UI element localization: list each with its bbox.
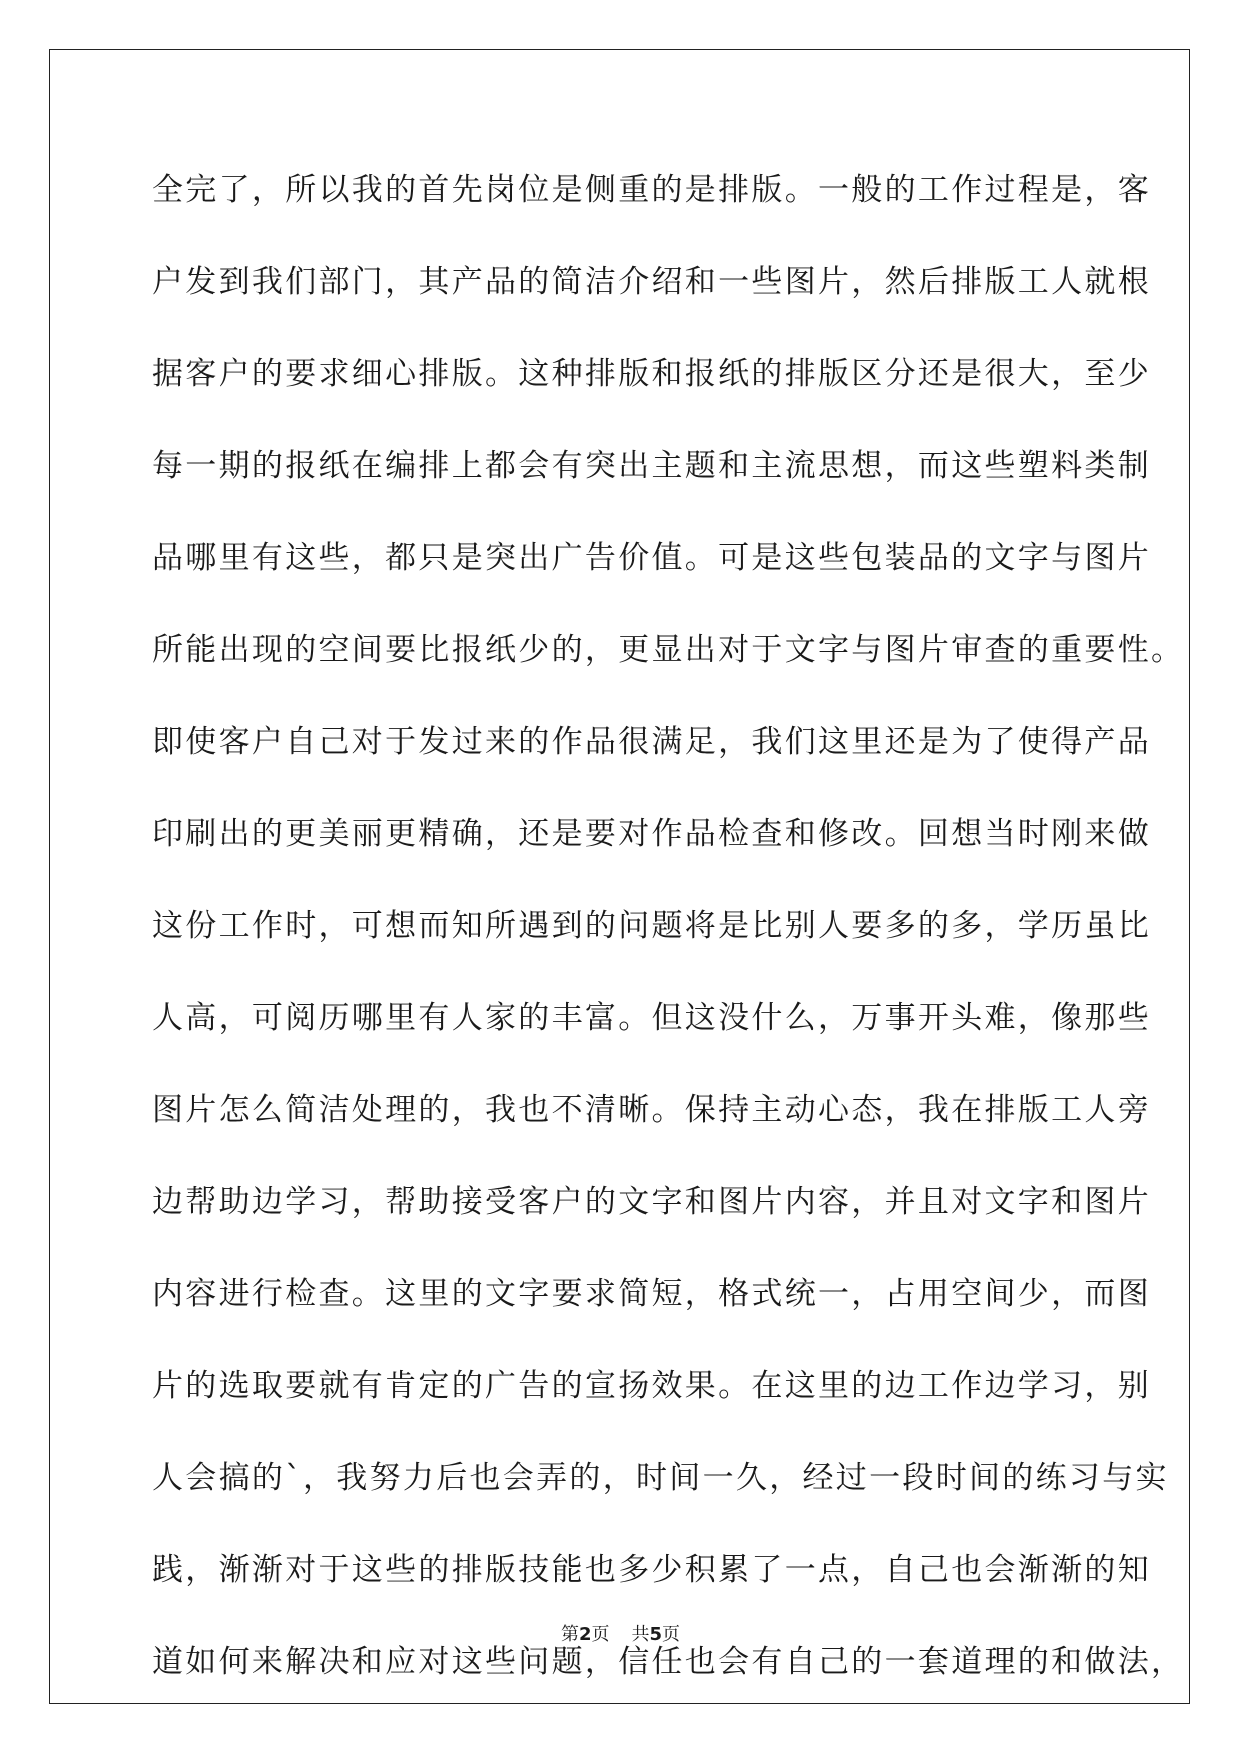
total-page-count: 5 xyxy=(649,1624,663,1645)
text-line: 人高，可阅历哪里有人家的丰富。但这没什么，万事开头难，像那些 xyxy=(152,1000,1151,1036)
text-line: 所能出现的空间要比报纸少的，更显出对于文字与图片审查的重要性。 xyxy=(152,632,1185,668)
text-line: 即使客户自己对于发过来的作品很满足，我们这里还是为了使得产品 xyxy=(152,724,1151,760)
current-page-number: 2 xyxy=(578,1624,592,1645)
text-line: 边帮助边学习，帮助接受客户的文字和图片内容，并且对文字和图片 xyxy=(152,1184,1151,1220)
text-line: 印刷出的更美丽更精确，还是要对作品检查和修改。回想当时刚来做 xyxy=(152,816,1151,852)
total-label-prefix: 共 xyxy=(631,1624,650,1645)
text-line: 片的选取要就有肯定的广告的宣扬效果。在这里的边工作边学习，别 xyxy=(152,1368,1151,1404)
page-label-prefix: 第 xyxy=(560,1624,579,1645)
text-line: 图片怎么简洁处理的，我也不清晰。保持主动心态，我在排版工人旁 xyxy=(152,1092,1151,1128)
page-label-suffix: 页 xyxy=(591,1624,610,1645)
total-label-suffix: 页 xyxy=(662,1624,681,1645)
text-line: 户发到我们部门，其产品的简洁介绍和一些图片，然后排版工人就根 xyxy=(152,264,1151,300)
text-line: 这份工作时，可想而知所遇到的问题将是比别人要多的多，学历虽比 xyxy=(152,908,1151,944)
text-line: 全完了，所以我的首先岗位是侧重的是排版。一般的工作过程是，客 xyxy=(152,172,1151,208)
text-line: 人会搞的`，我努力后也会弄的，时间一久，经过一段时间的练习与实 xyxy=(152,1460,1169,1496)
text-line: 每一期的报纸在编排上都会有突出主题和主流思想，而这些塑料类制 xyxy=(152,448,1151,484)
document-body xyxy=(152,160,1185,1724)
text-line: 道如何来解决和应对这些问题，信任也会有自己的一套道理的和做法， xyxy=(152,1644,1185,1680)
text-line: 品哪里有这些，都只是突出广告价值。可是这些包装品的文字与图片 xyxy=(152,540,1151,576)
text-line: 据客户的要求细心排版。这种排版和报纸的排版区分还是很大，至少 xyxy=(152,356,1151,392)
text-line: 践，渐渐对于这些的排版技能也多少积累了一点，自己也会渐渐的知 xyxy=(152,1552,1151,1588)
text-line: 内容进行检查。这里的文字要求简短，格式统一，占用空间少，而图 xyxy=(152,1276,1151,1312)
page-number-footer xyxy=(0,1620,1241,1646)
